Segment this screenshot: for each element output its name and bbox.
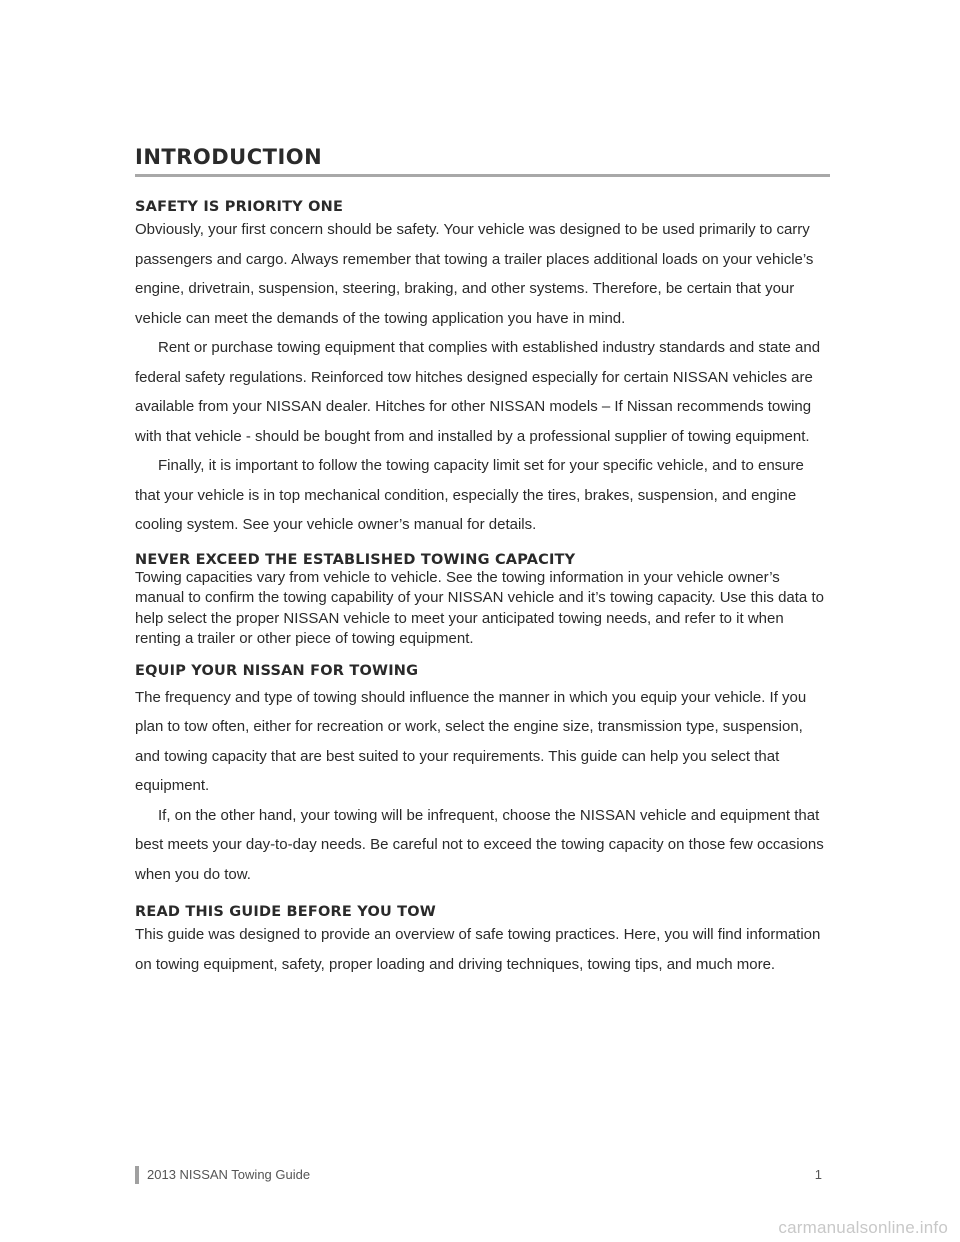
footer-accent-bar (135, 1166, 139, 1184)
paragraph-read-guide-1: This guide was designed to provide an overview of safe towing practices. Here, you will find information on towing equipment, safety, proper loading and driving techniques, towing tips, and much more. (135, 926, 821, 973)
paragraph-safety-1: Obviously, your first concern should be safety. Your vehicle was designed to be used primarily to carry passengers and cargo. Always remember that towing a trailer places additional loads on your vehicle’s engine, drivetrain, suspension, steering, braking, and other systems. Therefore, be certain that your vehicle can meet the demands of the towing application you have in mind. (135, 221, 814, 327)
watermark: carmanualsonline.info (778, 1218, 948, 1237)
section-heading-read-guide: READ THIS GUIDE BEFORE YOU TOW (135, 904, 436, 920)
section-heading-safety: SAFETY IS PRIORITY ONE (135, 199, 344, 215)
page-title: INTRODUCTION (135, 145, 830, 177)
section-heading-equip: EQUIP YOUR NISSAN FOR TOWING (135, 662, 419, 679)
paragraph-equip-1: The frequency and type of towing should influence the manner in which you equip your vehicle. If you plan to tow often, either for recreation or work, select the engine size, transmission type, suspension, and towing capacity that are best suited to your requirements. This guide can help you select that equipment. (135, 688, 807, 794)
footer-title: 2013 NISSAN Towing Guide (147, 1167, 311, 1182)
paragraph-equip-2: If, on the other hand, your towing will be infrequent, choose the NISSAN vehicle and equipment that best meets your day-to-day needs. Be careful not to exceed the towing capacity on those few occasions when you do tow. (135, 806, 824, 883)
page-content (135, 145, 830, 979)
section-heading-towing-capacity: NEVER EXCEED THE ESTABLISHED TOWING CAPACITY (135, 551, 576, 568)
page-footer (135, 1166, 830, 1184)
paragraph-safety-2: Rent or purchase towing equipment that complies with established industry standards and state and federal safety regulations. Reinforced tow hitches designed especially for certain NISSAN vehicles are available from your NISSAN dealer. Hitches for other NISSAN models – If Nissan recommends towing with that vehicle - should be bought from and installed by a professional supplier of towing equipment. (135, 339, 821, 445)
page-number: 1 (814, 1167, 822, 1182)
paragraph-towing-capacity-1: Towing capacities vary from vehicle to vehicle. See the towing information in your vehicle owner’s manual to confirm the towing capability of your NISSAN vehicle and it’s towing capacity. Use this data to help select the proper NISSAN vehicle to meet your anticipated towing needs, and refer to it when renting a trailer or other piece of towing equipment. (135, 568, 824, 647)
paragraph-safety-3: Finally, it is important to follow the towing capacity limit set for your specific vehicle, and to ensure that your vehicle is in top mechanical condition, especially the tires, brakes, suspension, and engine cooling system. See your vehicle owner’s manual for details. (135, 457, 804, 533)
